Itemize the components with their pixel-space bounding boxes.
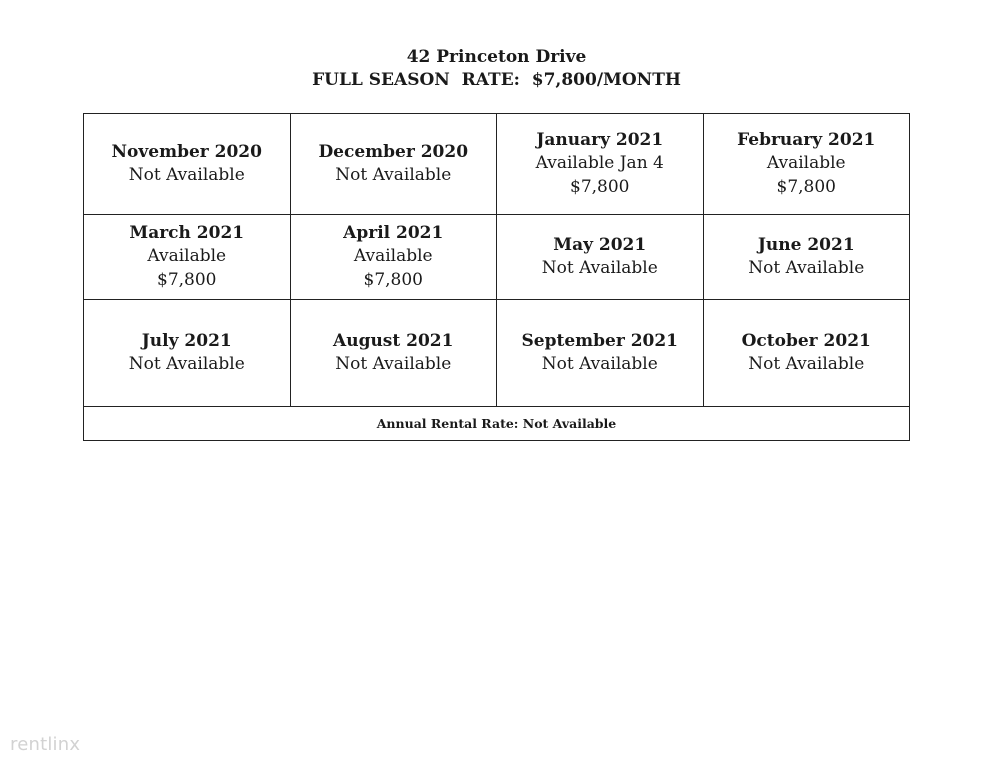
month-name: May 2021 [553,234,647,255]
availability-status: Available Jan 4 [535,153,664,174]
monthly-price: $7,800 [363,269,423,290]
month-cell-july-2021 [84,300,291,407]
monthly-price: $7,800 [776,176,836,197]
availability-status: Not Available [748,354,865,374]
document-title [0,46,993,92]
month-name: April 2021 [343,222,444,243]
month-name: June 2021 [757,234,855,255]
month-name: September 2021 [521,330,679,351]
month-name: January 2021 [536,129,664,150]
table-row [84,114,910,215]
season-rate-heading: FULL SEASON RATE: $7,800/MONTH [312,70,681,90]
availability-status: Not Available [748,258,865,278]
month-cell-february-2021 [703,114,910,215]
monthly-price: $7,800 [570,176,630,197]
availability-table [83,113,910,441]
month-name: October 2021 [741,330,871,351]
availability-status: Not Available [335,354,452,374]
availability-status: Not Available [541,258,658,278]
availability-status: Available [353,246,433,267]
month-cell-january-2021 [497,114,704,215]
month-cell-march-2021 [84,215,291,300]
month-cell-june-2021 [703,215,910,300]
availability-status: Available [766,153,846,174]
property-address: 42 Princeton Drive [406,47,587,67]
table-row [84,300,910,407]
month-cell-october-2021 [703,300,910,407]
monthly-price: $7,800 [157,269,217,290]
month-name: December 2020 [318,141,469,162]
rentlinx-watermark: rentlinx [10,734,81,755]
availability-status: Not Available [335,165,452,185]
availability-status: Available [147,246,227,267]
month-name: July 2021 [141,330,232,351]
availability-status: Not Available [128,354,245,374]
month-name: February 2021 [737,129,876,150]
month-name: March 2021 [129,222,245,243]
month-name: November 2020 [111,141,262,162]
availability-status: Not Available [128,165,245,185]
month-cell-may-2021 [497,215,704,300]
month-cell-september-2021 [497,300,704,407]
month-name: August 2021 [333,330,454,351]
availability-status: Not Available [541,354,658,374]
month-cell-august-2021 [290,300,497,407]
table-row [84,215,910,300]
month-cell-december-2020 [290,114,497,215]
annual-rental-rate: Annual Rental Rate: Not Available [84,407,910,441]
month-cell-november-2020 [84,114,291,215]
table-row [84,407,910,441]
month-cell-april-2021 [290,215,497,300]
